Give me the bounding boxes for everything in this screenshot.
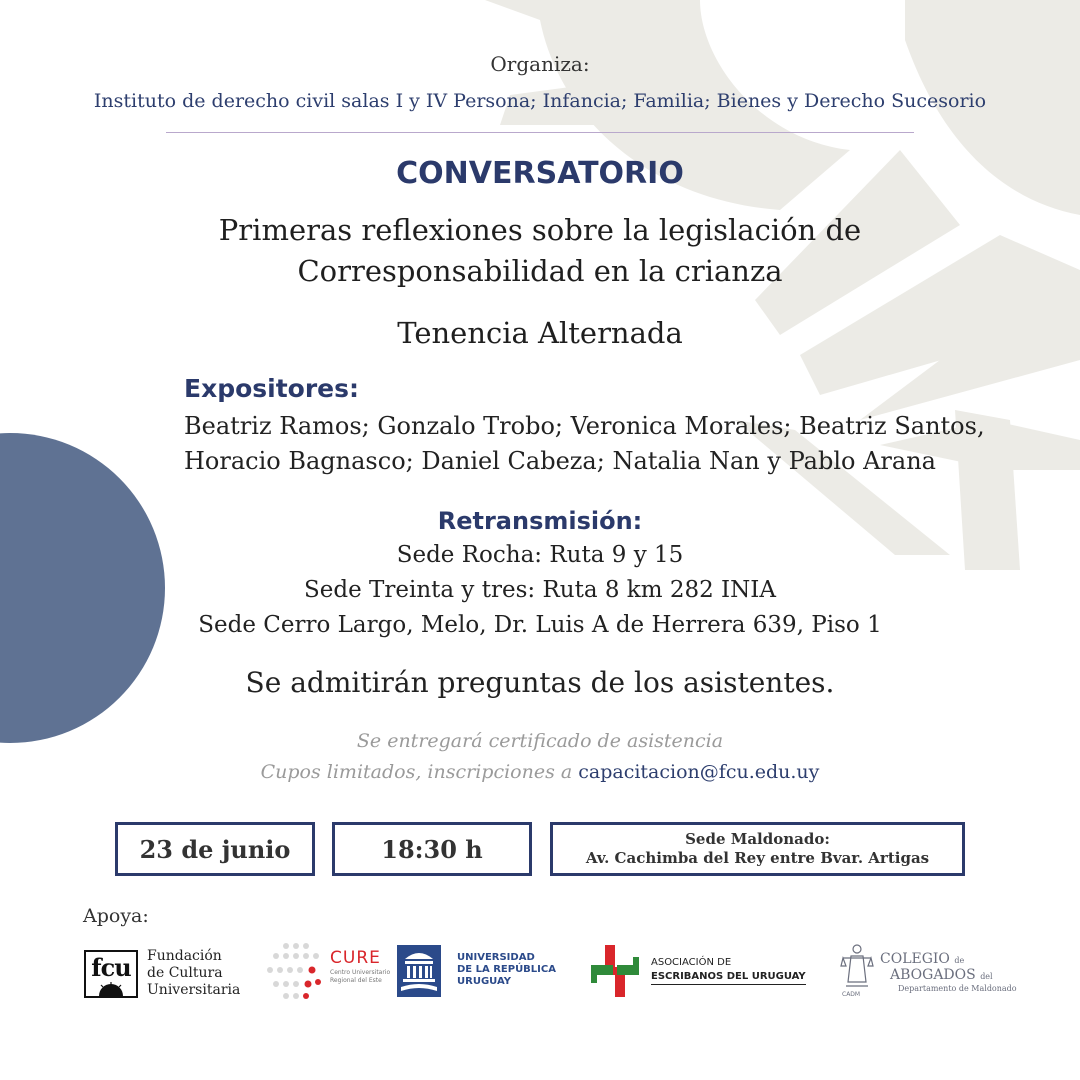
event-title-line2: Corresponsabilidad en la crianza	[297, 254, 783, 288]
escribanos-line1: ASOCIACIÓN DE	[651, 957, 732, 968]
enrollment-prefix: Cupos limitados, inscripciones a	[260, 761, 579, 783]
speakers-line2: Horacio Bagnasco; Daniel Cabeza; Natalia Nan y Pablo Arana	[184, 447, 936, 475]
udelar-line1: UNIVERSIDAD	[457, 952, 535, 963]
fcu-sun-icon	[96, 982, 126, 996]
cure-line2: Regional del Este	[330, 977, 382, 984]
udelar-logo	[397, 945, 557, 997]
event-time: 18:30 h	[381, 834, 483, 864]
abogados-line1a: COLEGIO	[880, 951, 950, 967]
institute-name: Instituto de derecho civil salas I y IV Persona; Infancia; Familia; Bienes y Derecho Sucesorio	[93, 90, 987, 112]
event-type: CONVERSATORIO	[396, 156, 684, 191]
venue-line2: Av. Cachimba del Rey entre Bvar. Artigas	[585, 849, 930, 867]
organiza-label: Organiza:	[490, 52, 590, 76]
broadcast-item-rocha: Sede Rocha: Ruta 9 y 15	[396, 542, 684, 568]
cure-dots-icon	[266, 942, 326, 1000]
broadcast-label: Retransmisión:	[437, 507, 643, 535]
abogados-mark: CADM	[842, 991, 861, 998]
abogados-line2a: ABOGADOS	[890, 967, 976, 983]
support-label: Apoya:	[83, 905, 149, 927]
event-date: 23 de junio	[139, 834, 291, 864]
fcu-line2: de Cultura	[147, 965, 223, 981]
enrollment-note	[0, 761, 1080, 783]
header-divider	[166, 132, 914, 133]
abogados-line1b: de	[954, 956, 965, 965]
date-box	[115, 822, 315, 876]
justice-statue-icon	[840, 942, 874, 992]
speakers-line1: Beatriz Ramos; Gonzalo Trobo; Veronica Morales; Beatriz Santos,	[184, 412, 985, 440]
escribanos-line2: ESCRIBANOS DEL URUGUAY	[651, 970, 806, 985]
venue-line1: Sede Maldonado:	[685, 830, 830, 848]
event-subtitle: Tenencia Alternada	[397, 316, 683, 350]
escribanos-emblem-icon	[591, 945, 639, 997]
fcu-mark	[84, 950, 138, 998]
udelar-line3: URUGUAY	[457, 976, 511, 987]
abogados-line3: Departamento de Maldonado	[898, 984, 1017, 993]
abogados-line2b: del	[980, 972, 993, 981]
questions-note: Se admitirán preguntas de los asistentes.	[245, 666, 835, 699]
fcu-logo	[84, 950, 244, 1002]
broadcast-item-cerro-largo: Sede Cerro Largo, Melo, Dr. Luis A de Herrera 639, Piso 1	[198, 612, 882, 638]
fcu-mark-text: fcu	[91, 953, 131, 982]
cure-mark: CURE	[330, 948, 381, 968]
fcu-line3: Universitaria	[147, 982, 241, 998]
udelar-line2: DE LA REPÚBLICA	[457, 964, 556, 975]
cure-logo	[266, 942, 391, 1000]
cure-line1: Centro Universitario	[330, 969, 391, 976]
email-link[interactable]: capacitacion@fcu.edu.uy	[578, 761, 820, 783]
udelar-building-icon	[397, 945, 441, 997]
speakers-label: Expositores:	[184, 374, 360, 403]
event-title-line1: Primeras reflexiones sobre la legislación de	[218, 213, 862, 247]
fcu-line1: Fundación	[147, 948, 222, 964]
certificate-note: Se entregará certificado de asistencia	[356, 730, 724, 752]
venue-box	[550, 822, 965, 876]
time-box	[332, 822, 532, 876]
escribanos-logo	[591, 945, 826, 999]
abogados-logo	[840, 942, 1015, 1000]
broadcast-item-treinta-y-tres: Sede Treinta y tres: Ruta 8 km 282 INIA	[304, 577, 776, 603]
